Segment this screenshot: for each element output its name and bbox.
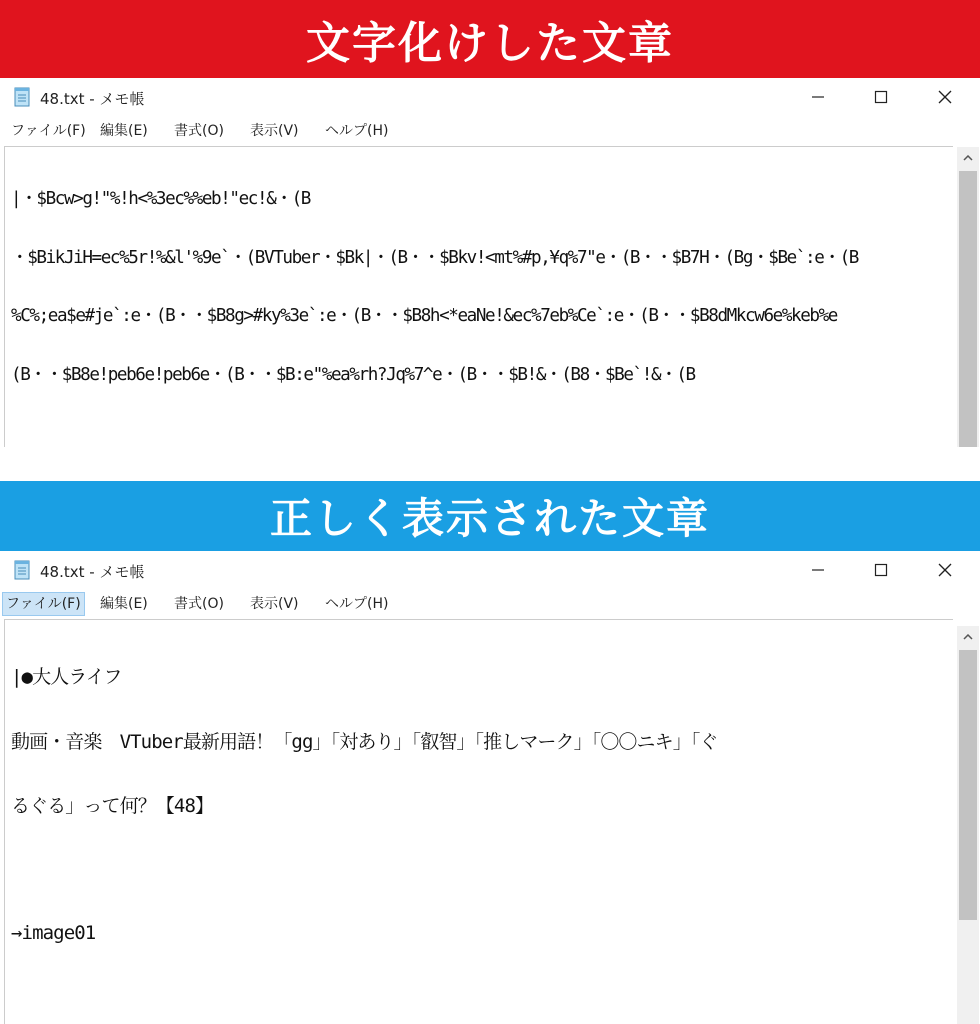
close-button[interactable] [917, 551, 973, 589]
text-line: るぐる」って何？【48】 [11, 795, 214, 817]
text-line: |●大人ライフ [11, 666, 122, 688]
section-gap [0, 447, 980, 481]
minimize-button[interactable] [790, 78, 846, 116]
text-line: ・$BikJiH=ec%5r!%&l'%9e`・(BVTuber・$Bk|・(B・・$Bkv!<mt%#p,¥q%7"e・(B・・$B7H・(Bg・$Be`:e・(B [11, 247, 858, 268]
garbled-text-heading: 文字化けした文章 [306, 18, 674, 69]
scroll-up-button[interactable] [957, 626, 979, 648]
menu-file[interactable]: ファイル(F) [11, 123, 86, 139]
text-line [11, 987, 946, 1006]
text-line: (B・・$B8e!peb6e!peb6e・(B・・$B:e"%ea%rh?Jq%7^e・(B・・$B!&・(B8・$Be`!&・(B [11, 364, 695, 385]
scrollbar-thumb[interactable] [959, 650, 977, 920]
garbled-text-banner [0, 0, 980, 78]
correct-text-content [11, 624, 946, 1024]
text-line [11, 424, 946, 442]
menu-view[interactable]: 表示(V) [250, 596, 299, 612]
menu-edit[interactable]: 編集(E) [100, 596, 148, 612]
notepad-file-icon [14, 560, 30, 580]
maximize-button[interactable] [853, 78, 909, 116]
menu-bar [0, 116, 980, 144]
vertical-scrollbar[interactable] [957, 147, 979, 447]
text-line: →image01 [11, 921, 96, 944]
text-editor-area[interactable] [4, 619, 953, 1024]
maximize-button[interactable] [853, 551, 909, 589]
menu-help[interactable]: ヘルプ(H) [325, 596, 389, 612]
menu-format[interactable]: 書式(O) [174, 596, 224, 612]
scroll-up-button[interactable] [957, 147, 979, 169]
close-button[interactable] [917, 78, 973, 116]
notepad-window-garbled [0, 78, 980, 447]
notepad-window-correct [0, 551, 980, 1024]
vertical-scrollbar[interactable] [957, 626, 979, 1024]
garbled-text-content [11, 151, 946, 447]
window-title: 48.txt - メモ帳 [40, 90, 145, 108]
minimize-icon [811, 563, 825, 577]
maximize-icon [874, 563, 888, 577]
menu-help[interactable]: ヘルプ(H) [325, 123, 389, 139]
scrollbar-thumb[interactable] [959, 171, 977, 447]
text-line: |・$Bcw>g!"%!h<%3ec%%eb!"ec!&・(B [11, 189, 310, 209]
window-title: 48.txt - メモ帳 [40, 563, 145, 581]
menu-format[interactable]: 書式(O) [174, 123, 224, 139]
correct-text-heading: 正しく表示された文章 [269, 494, 710, 543]
maximize-icon [874, 90, 888, 104]
text-line: 動画・音楽 VTuber最新用語！「gg」「対あり」「叡智」「推しマーク」「〇〇ニキ」「ぐ [11, 730, 718, 753]
chevron-up-icon [963, 155, 973, 161]
menu-bar [0, 589, 980, 617]
menu-file[interactable]: ファイル(F) [2, 592, 85, 616]
text-line: %C%;ea$e#je`:e・(B・・$B8g>#ky%3e`:e・(B・・$B8h<*eaNe!&ec%7eb%Ce`:e・(B・・$B8dMkcw6e%keb%e [11, 306, 837, 326]
notepad-file-icon [14, 87, 30, 107]
chevron-up-icon [963, 634, 973, 640]
minimize-icon [811, 90, 825, 104]
close-icon [938, 90, 952, 104]
menu-edit[interactable]: 編集(E) [100, 123, 148, 139]
correct-text-banner [0, 481, 980, 551]
title-bar[interactable] [0, 78, 980, 116]
minimize-button[interactable] [790, 551, 846, 589]
title-bar[interactable] [0, 551, 980, 589]
menu-view[interactable]: 表示(V) [250, 123, 299, 139]
text-editor-area[interactable] [4, 146, 953, 447]
text-line [11, 861, 946, 880]
close-icon [938, 563, 952, 577]
